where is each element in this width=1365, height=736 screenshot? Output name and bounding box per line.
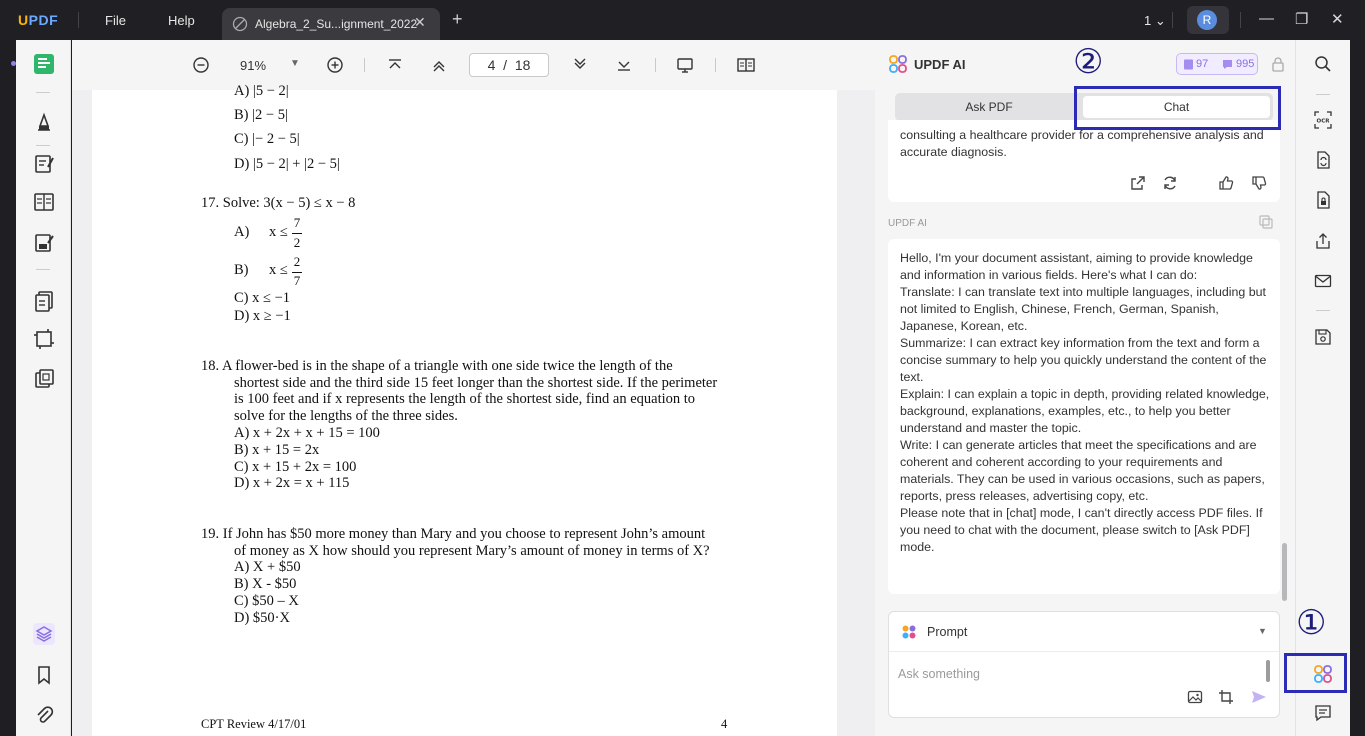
regenerate-icon[interactable] [1162,175,1178,191]
share-icon[interactable] [1130,175,1146,191]
divider [364,58,365,72]
q16-option-c: C) |− 2 − 5| [234,131,300,147]
q19-option-c: C) $50 – X [234,593,299,609]
document-tab-title: Algebra_2_Su...ignment_2022 [255,17,418,31]
message-paragraph: Translate: I can translate text into multiple languages, including but not limited to English, Chinese, French, German, Spanish, Japanese, Korean, etc. [900,285,1266,333]
svg-text:OCR: OCR [1316,118,1330,125]
layers-icon[interactable] [33,623,55,645]
ask-input[interactable] [898,664,1258,684]
convert-icon[interactable] [33,290,55,312]
q17-stem: 17. Solve: 3(x − 5) ≤ x − 8 [201,195,356,211]
previous-message-text: consulting a healthcare provider for a comprehensive analysis and accurate diagnosis. [900,128,1264,159]
divider [655,58,656,72]
q19-option-d: D) $50·X [234,610,290,626]
q17-b-numerator: 2 [293,254,301,269]
page-number-input[interactable]: 4 / 18 [469,53,549,77]
fraction-bar [292,233,302,234]
q19-option-b: B) X - $50 [234,576,297,592]
organize-pages-icon[interactable] [33,191,55,213]
message-paragraph: Please note that in [chat] mode, I can't directly access PDF files. If you need to chat with the document, please switch to [Ask PDF] mode. [900,506,1263,554]
q18-option-b: B) x + 15 = 2x [234,442,320,458]
prompt-label: Prompt [927,625,968,639]
q17-option-b-label: B) [234,262,249,278]
q17-a-numerator: 7 [293,215,301,230]
divider [36,269,50,270]
message-sender-label: UPDF AI [888,218,927,229]
close-tab-icon[interactable]: ✕ [414,14,426,30]
edit-pdf-icon[interactable] [33,153,55,175]
crop-page-icon[interactable] [33,328,55,350]
divider [1240,12,1241,28]
prompt-icon [902,625,916,639]
message-quota-icon [1222,59,1233,70]
tab-chat[interactable]: Chat [1083,96,1270,118]
chat-input-area [888,611,1280,718]
q18-line-4: solve for the lengths of the three sides. [234,408,458,424]
divider [36,145,50,146]
divider [1316,94,1330,95]
minimize-button[interactable]: — [1259,10,1274,27]
presentation-icon[interactable] [676,56,694,74]
zoom-dropdown-icon[interactable]: ▼ [290,58,300,69]
image-upload-icon[interactable] [1187,689,1203,705]
app-logo: UPDF [18,12,59,28]
q19-line-1: 19. If John has $50 more money than Mary and you choose to represent John’s amount [201,526,706,542]
q18-option-c: C) x + 15 + 2x = 100 [234,459,357,475]
email-icon[interactable] [1314,272,1332,290]
message-paragraph: Summarize: I can extract key information from the text and form a concise summary to help you quickly understand the content of the text. [900,336,1267,384]
menu-help[interactable]: Help [168,13,195,28]
page-footer-number: 4 [721,717,728,731]
fill-sign-icon[interactable] [33,232,55,254]
protect-pdf-icon[interactable] [1314,191,1332,209]
q17-a-denominator: 2 [293,235,301,250]
ai-quota-badge[interactable] [1176,53,1258,75]
q16-option-a: A) |5 − 2| [234,83,289,99]
lock-icon[interactable] [1271,56,1285,72]
q16-option-b: B) |2 − 5| [234,107,288,123]
zoom-level[interactable]: 91% [240,58,267,73]
q18-option-a: A) x + 2x + x + 15 = 100 [234,425,380,441]
document-tab-icon [232,16,248,32]
q17-option-a-expr: x ≤ [269,224,288,240]
page-layout-icon[interactable] [737,56,755,74]
divider [1172,12,1173,28]
divider [715,58,716,72]
divider [36,92,50,93]
q17-option-a-label: A) [234,224,250,240]
divider [78,12,79,28]
ai-message-bubble [888,239,1280,594]
zoom-out-icon[interactable] [192,56,210,74]
chevron-down-icon[interactable]: ▼ [1258,626,1267,636]
prompt-selector[interactable] [889,612,1279,652]
message-quota-count: 995 [1236,58,1255,70]
save-icon[interactable] [1314,328,1332,346]
comment-tool-icon[interactable] [33,111,55,133]
tab-ask-pdf[interactable]: Ask PDF [965,100,1013,114]
left-tool-rail [16,40,71,736]
updf-ai-logo-icon [889,55,907,73]
last-page-icon[interactable] [615,56,633,74]
attachment-icon[interactable] [33,704,55,726]
q19-line-2: of money as X how should you represent Mary’s amount of money in terms of X? [234,543,710,559]
page-tools-icon[interactable] [33,368,55,390]
avatar: R [1197,10,1217,30]
ai-button-highlight [1284,653,1347,693]
send-icon[interactable] [1251,689,1267,705]
step-2-marker: ② [1073,42,1104,82]
thumbs-down-icon[interactable] [1251,175,1267,191]
maximize-button[interactable]: ❐ [1295,11,1309,28]
ai-panel-title: UPDF AI [914,57,966,72]
window-count-dropdown[interactable]: 1 ⌄ [1144,13,1166,28]
chat-scrollbar[interactable] [1282,543,1287,601]
menu-file[interactable]: File [105,13,126,28]
zoom-in-icon[interactable] [326,56,344,74]
new-tab-button[interactable]: + [452,9,463,29]
q17-option-b-expr: x ≤ [269,262,288,278]
bookmark-icon[interactable] [33,664,55,686]
close-window-button[interactable]: ✕ [1331,11,1344,28]
view-toolbar [72,40,875,90]
document-tab[interactable] [222,8,440,40]
divider [1316,310,1330,311]
q18-line-3: is 100 feet and if x represents the length of the shortest side, find an equation to [234,391,696,407]
ai-message-text [900,250,1272,556]
q16-option-d: D) |5 − 2| + |2 − 5| [234,156,340,172]
ai-assistant-panel [875,40,1295,736]
q18-line-1: 18. A flower-bed is in the shape of a triangle with one side twice the length of the [201,358,673,374]
q17-b-denominator: 7 [293,273,301,288]
chat-tab-highlight [1074,86,1281,130]
page-footer-left: CPT Review 4/17/01 [201,717,307,731]
previous-page-icon[interactable] [430,56,448,74]
thumbs-up-icon[interactable] [1218,175,1234,191]
reader-icon[interactable] [33,53,55,75]
first-page-icon[interactable] [386,56,404,74]
q17-option-c: C) x ≤ −1 [234,290,291,306]
account-button[interactable] [1187,6,1229,34]
copy-icon[interactable] [1259,215,1273,229]
step-1-marker: ① [1296,603,1327,643]
title-bar [0,0,1365,40]
q19-option-a: A) X + $50 [234,559,301,575]
q18-option-d: D) x + 2x = x + 115 [234,475,350,491]
next-page-icon[interactable] [571,56,589,74]
ocr-icon[interactable] [1314,111,1332,129]
convert-pdf-icon[interactable] [1314,151,1332,169]
message-paragraph: Hello, I'm your document assistant, aiming to provide knowledge and information in various fields. Here's what I can do: [900,251,1253,282]
comments-icon[interactable] [1314,704,1332,722]
share-export-icon[interactable] [1314,232,1332,250]
message-paragraph: Write: I can generate articles that meet the specifications and are coherent and coherent according to your requirements and materials. They can be used in various occasions, such as papers, reports, press releases, advertising copy, etc. [900,438,1265,503]
pdf-page [92,83,837,736]
screenshot-crop-icon[interactable] [1218,689,1234,705]
document-quota-count: 97 [1196,58,1209,70]
q18-line-2: shortest side and the third side 15 feet longer than the shortest side. If the perimeter [234,375,718,391]
input-scrollbar[interactable] [1266,660,1270,682]
message-paragraph: Explain: I can explain a topic in depth, providing related knowledge, background, explanations, examples, etc., to help you better understand and master the topic. [900,387,1270,435]
document-quota-icon [1183,59,1194,70]
window-edge [1350,40,1365,736]
document-viewer[interactable] [72,40,875,736]
search-icon[interactable] [1314,55,1332,73]
q17-option-d: D) x ≥ −1 [234,308,291,324]
